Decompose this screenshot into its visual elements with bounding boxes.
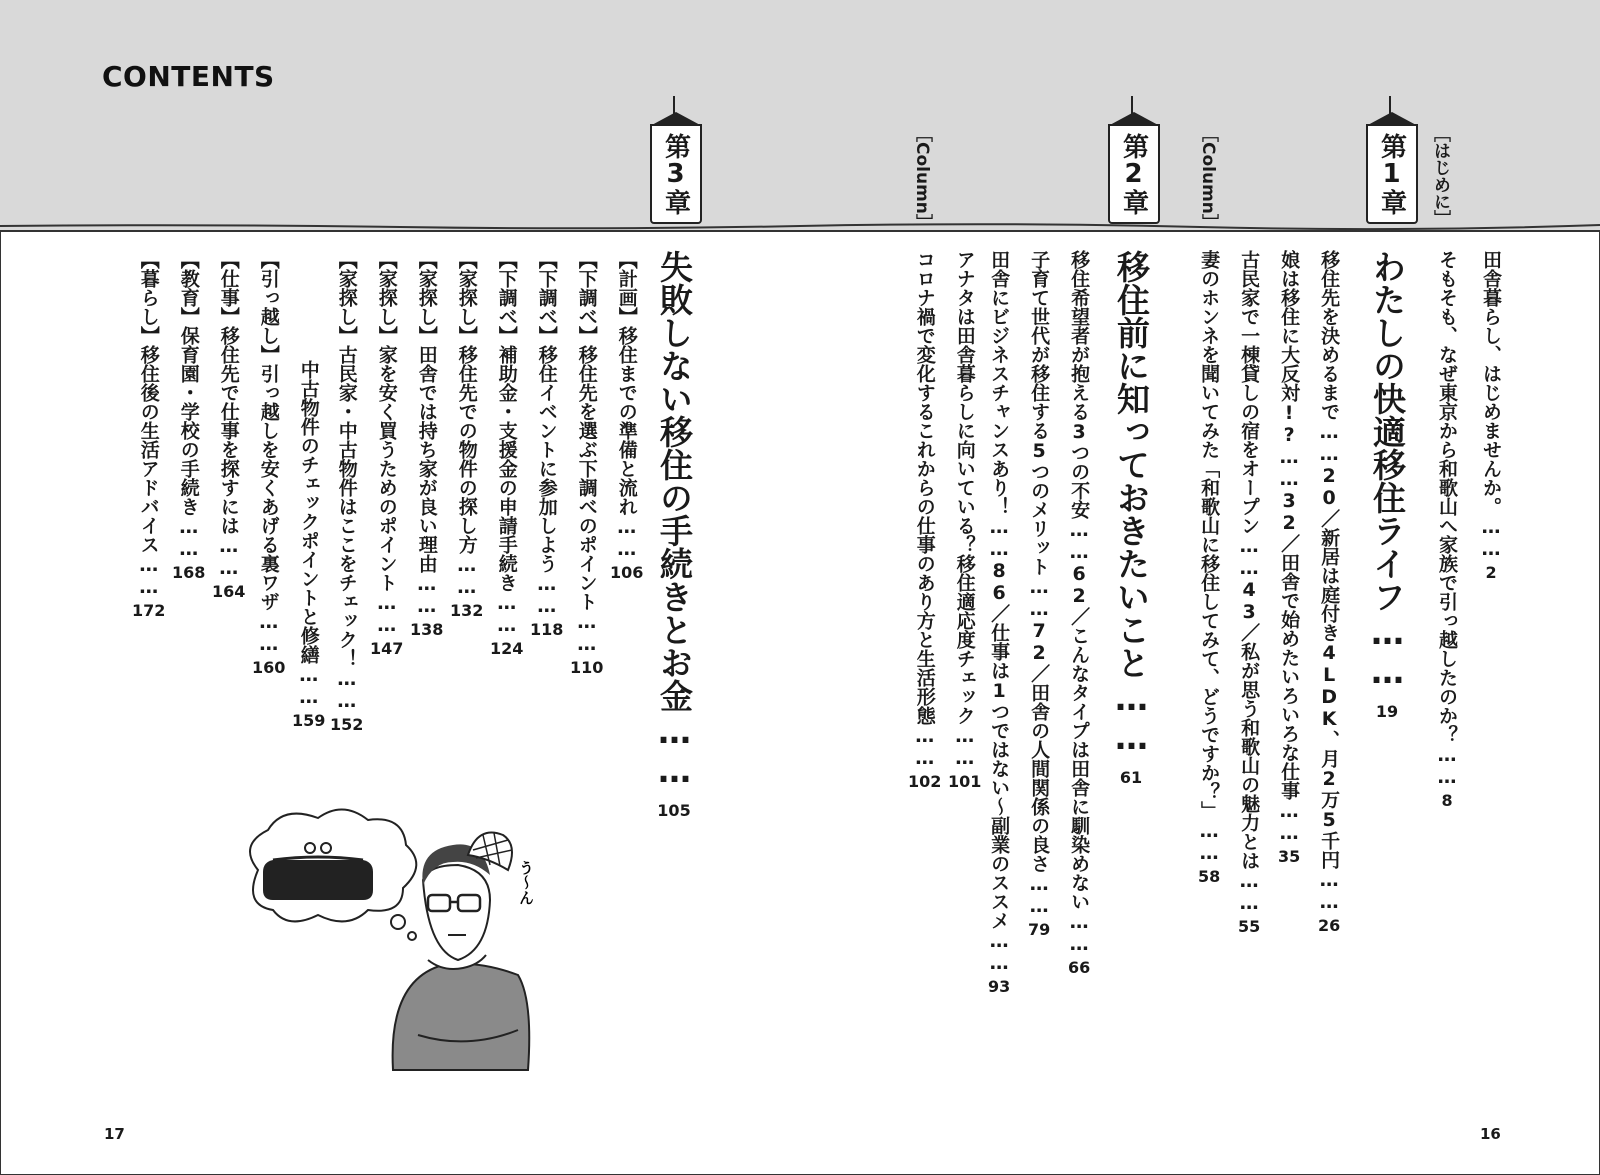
- chapter3-entry-11[interactable]: 【仕事】移住先で仕事を探すには……164: [212, 250, 246, 601]
- chapter3-entry-9[interactable]: 中古物件のチェックポイントと修繕……159: [292, 360, 326, 730]
- chapter3-entry-4[interactable]: 【下調べ】補助金・支援金の申請手続き……124: [490, 250, 524, 658]
- chapter2-tag: [1108, 124, 1160, 224]
- chapter3-entry-1[interactable]: 【計画】移住までの準備と流れ……106: [610, 250, 644, 582]
- chapter3-entry-10[interactable]: 【引っ越し】引っ越しを安くあげる裏ワザ……160: [252, 250, 286, 677]
- chapter3-entry-7[interactable]: 【家探し】家を安く買うためのポイント……147: [370, 250, 404, 658]
- chapter1-entry-2[interactable]: 娘は移住に大反対!?……32／田舎で始めたいろいろな仕事……35: [1278, 250, 1301, 866]
- chapter3-tag: [650, 124, 702, 224]
- column1-entry[interactable]: 妻のホンネを聞いてみた「和歌山に移住してみて、どうですか？」……58: [1198, 250, 1221, 886]
- column2-label: ［Column］: [912, 125, 932, 231]
- right-page-number: 16: [1480, 1125, 1501, 1143]
- chapter3-entry-13[interactable]: 【暮らし】移住後の生活アドバイス……172: [132, 250, 166, 620]
- chapter3-title[interactable]: 失敗しない移住の手続きとお金……105: [655, 250, 694, 820]
- intro-label: ［はじめに］: [1430, 125, 1450, 227]
- chapter2-entry-3[interactable]: 田舎にビジネスチャンスあり！……86／仕事は1つではない～副業のススメ……93: [988, 250, 1011, 996]
- thinking-man-illustration: [228, 800, 558, 1080]
- chapter1-tag-label: 第1章: [1376, 133, 1407, 215]
- chapter3-entry-5[interactable]: 【家探し】移住先での物件の探し方……132: [450, 250, 484, 620]
- speech-text: う〜ん: [517, 860, 535, 905]
- chapter1-entry-3[interactable]: 古民家で一棟貸しの宿をオープン……43／私が思う和歌山の魅力とは……55: [1238, 250, 1261, 936]
- chapter2-title[interactable]: 移住前に知っておきたいこと……61: [1112, 250, 1151, 787]
- column2-entry[interactable]: コロナ禍で変化するこれからの仕事のあり方と生活形態……102: [908, 250, 942, 791]
- contents-heading: CONTENTS: [102, 60, 275, 93]
- chapter2-entry-4[interactable]: アナタは田舎暮らしに向いている？移住適応度チェック……101: [948, 250, 982, 791]
- chapter1-title[interactable]: わたしの快適移住ライフ……19: [1368, 250, 1407, 721]
- chapter2-entry-2[interactable]: 子育て世代が移住する5つのメリット……72／田舎の人間関係の良さ……79: [1028, 250, 1051, 939]
- chapter3-entry-2[interactable]: 【下調べ】移住先を選ぶ下調べのポイント……110: [570, 250, 604, 677]
- chapter3-entry-8[interactable]: 【家探し】古民家・中古物件はここをチェック！……152: [330, 250, 364, 734]
- chapter1-tag: [1366, 124, 1418, 224]
- column1-label: ［Column］: [1198, 125, 1218, 231]
- left-page-number: 17: [104, 1125, 125, 1143]
- intro-entry-1[interactable]: 田舎暮らし、はじめませんか。……2: [1480, 250, 1502, 582]
- header-band: [0, 0, 1600, 232]
- chapter2-entry-1[interactable]: 移住希望者が抱える3つの不安……62／こんなタイプは田舎に馴染めない……66: [1068, 250, 1091, 977]
- chapter3-tag-label: 第3章: [660, 133, 691, 215]
- chapter1-entry-1[interactable]: 移住先を決めるまで……20／新居は庭付き4LDK、月2万5千円……26: [1318, 250, 1341, 935]
- chapter2-tag-label: 第2章: [1118, 133, 1149, 215]
- chapter3-entry-6[interactable]: 【家探し】田舎では持ち家が良い理由……138: [410, 250, 444, 639]
- chapter3-entry-12[interactable]: 【教育】保育園・学校の手続き……168: [172, 250, 206, 582]
- intro-entry-2[interactable]: そもそも、なぜ東京から和歌山へ家族で引っ越したのか？……8: [1436, 250, 1458, 810]
- band-edge: [0, 222, 1600, 234]
- chapter3-entry-3[interactable]: 【下調べ】移住イベントに参加しよう……118: [530, 250, 564, 639]
